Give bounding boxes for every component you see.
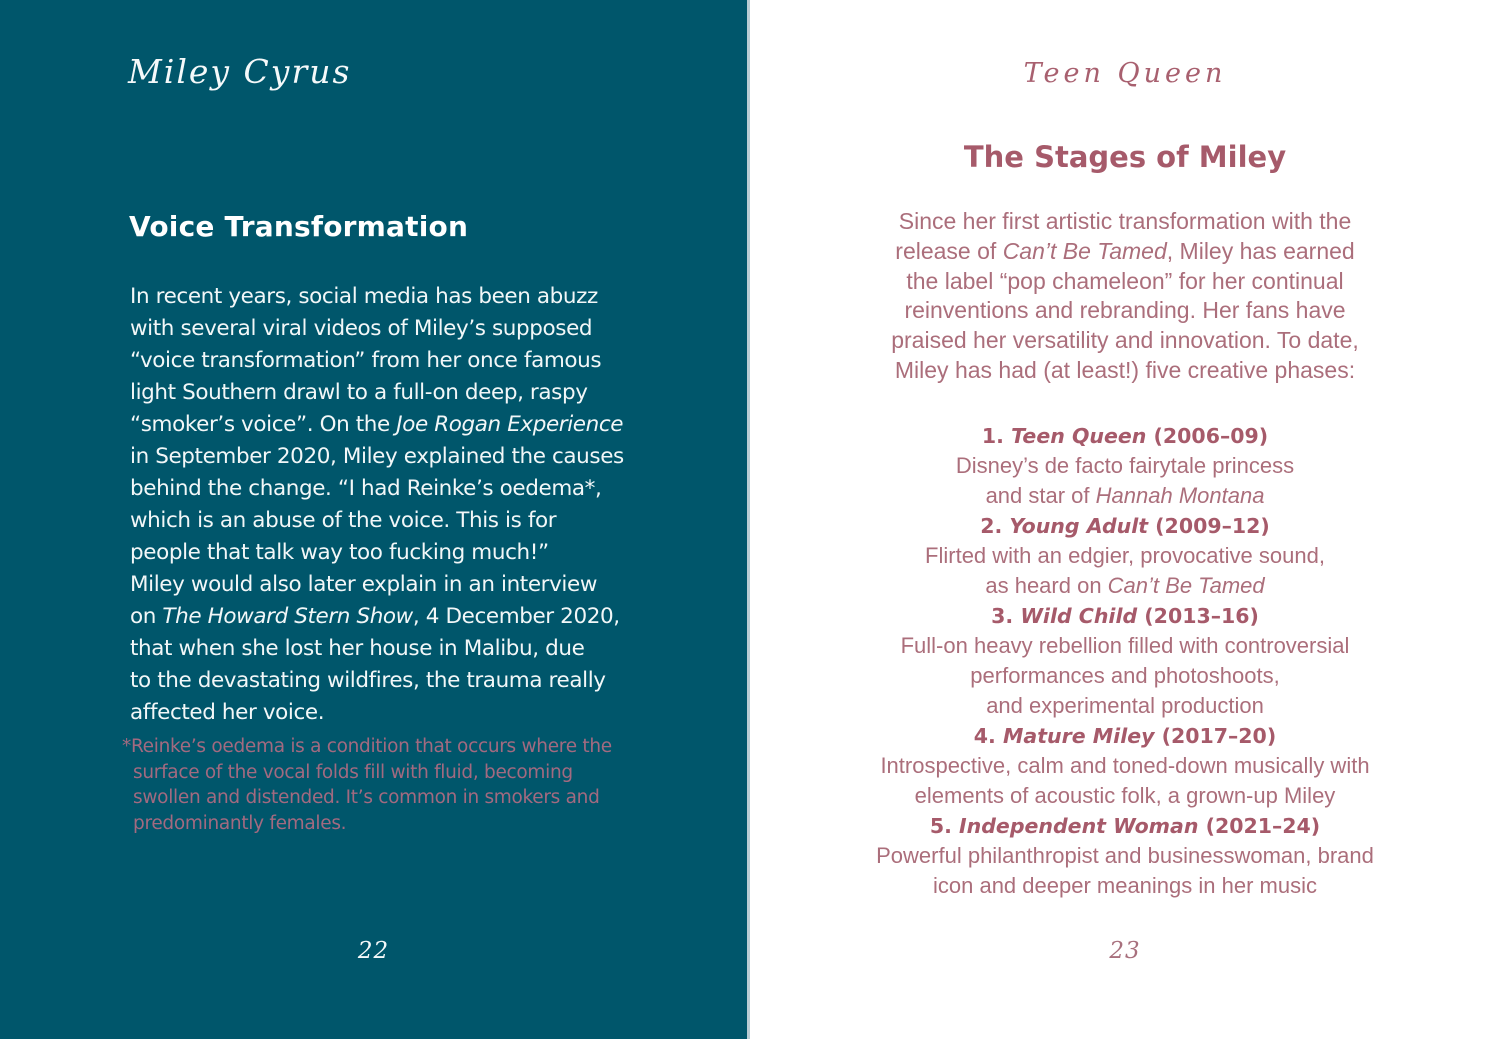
running-header-left: Miley Cyrus bbox=[128, 52, 352, 91]
stage-description: icon and deeper meanings in her music bbox=[932, 873, 1317, 898]
text-line: “voice transformation” from her once famous bbox=[130, 348, 602, 373]
text-line: affected her voice. bbox=[130, 700, 325, 725]
stage-description: Full-on heavy rebellion filled with controversial bbox=[900, 633, 1350, 658]
text-line: In recent years, social media has been abuzz bbox=[130, 284, 598, 309]
running-header-right: Teen Queen bbox=[1023, 58, 1227, 89]
stage-description: and star of Hannah Montana bbox=[985, 483, 1265, 508]
stage-description: elements of acoustic folk, a grown-up Miley bbox=[914, 783, 1336, 808]
text-line: surface of the vocal folds fill with fluid, becoming bbox=[133, 761, 573, 783]
footnote-text bbox=[122, 734, 622, 836]
text-line: Miley has had (at least!) five creative phases: bbox=[894, 356, 1356, 383]
stage-heading: 4. Mature Miley (2017–20) bbox=[973, 724, 1277, 748]
text-line: that when she lost her house in Malibu, due bbox=[130, 636, 585, 661]
text-line: on The Howard Stern Show, 4 December 2020, bbox=[130, 604, 620, 629]
right-page-title: The Stages of Miley bbox=[963, 140, 1287, 174]
left-body-text bbox=[130, 281, 650, 729]
text-line: people that talk way too fucking much!” bbox=[130, 540, 549, 565]
text-line: in September 2020, Miley explained the causes bbox=[130, 444, 624, 469]
text-line: *Reinke’s oedema is a condition that occurs where the bbox=[122, 736, 612, 757]
stage-description: and experimental production bbox=[986, 693, 1264, 718]
stage-description: Introspective, calm and toned-down musically with bbox=[880, 753, 1370, 778]
stage-description: Disney’s de facto fairytale princess bbox=[955, 453, 1295, 478]
stages-list bbox=[805, 421, 1445, 901]
text-line: light Southern drawl to a full-on deep, raspy bbox=[130, 380, 588, 405]
right-intro-text bbox=[815, 207, 1435, 386]
text-line: “smoker’s voice”. On the Joe Rogan Experience bbox=[130, 412, 624, 437]
stage-heading: 5. Independent Woman (2021–24) bbox=[929, 814, 1321, 838]
text-line: behind the change. “I had Reinke’s oedema*, bbox=[130, 476, 602, 501]
text-line: release of Can’t Be Tamed, Miley has earned bbox=[895, 237, 1355, 264]
text-line: Miley would also later explain in an interview bbox=[130, 572, 597, 597]
stage-heading: 2. Young Adult (2009–12) bbox=[980, 514, 1270, 538]
stage-description: Flirted with an edgier, provocative sound, bbox=[925, 543, 1325, 568]
text-line: reinventions and rebranding. Her fans have bbox=[904, 297, 1346, 324]
text-line: the label “pop chameleon” for her continual bbox=[906, 267, 1344, 294]
text-line: with several viral videos of Miley’s supposed bbox=[130, 316, 593, 341]
left-page-title: Voice Transformation bbox=[129, 210, 469, 243]
text-line: praised her versatility and innovation. To date, bbox=[891, 327, 1359, 354]
text-line: swollen and distended. It’s common in smokers and bbox=[133, 787, 600, 808]
right-page bbox=[750, 0, 1500, 1039]
stage-description: as heard on Can’t Be Tamed bbox=[985, 573, 1265, 598]
text-line: predominantly females. bbox=[133, 812, 347, 834]
stage-description: performances and photoshoots, bbox=[970, 663, 1280, 688]
page-number-left: 22 bbox=[357, 938, 390, 964]
text-line: which is an abuse of the voice. This is for bbox=[130, 508, 557, 533]
text-line: Since her first artistic transformation with the bbox=[898, 208, 1352, 234]
page-number-right: 23 bbox=[1109, 938, 1141, 964]
stage-heading: 3. Wild Child (2013–16) bbox=[991, 604, 1259, 628]
text-line: to the devastating wildfires, the trauma really bbox=[130, 668, 606, 693]
stage-description: Powerful philanthropist and businesswoman, brand bbox=[876, 843, 1374, 868]
stage-heading: 1. Teen Queen (2006–09) bbox=[981, 424, 1269, 448]
